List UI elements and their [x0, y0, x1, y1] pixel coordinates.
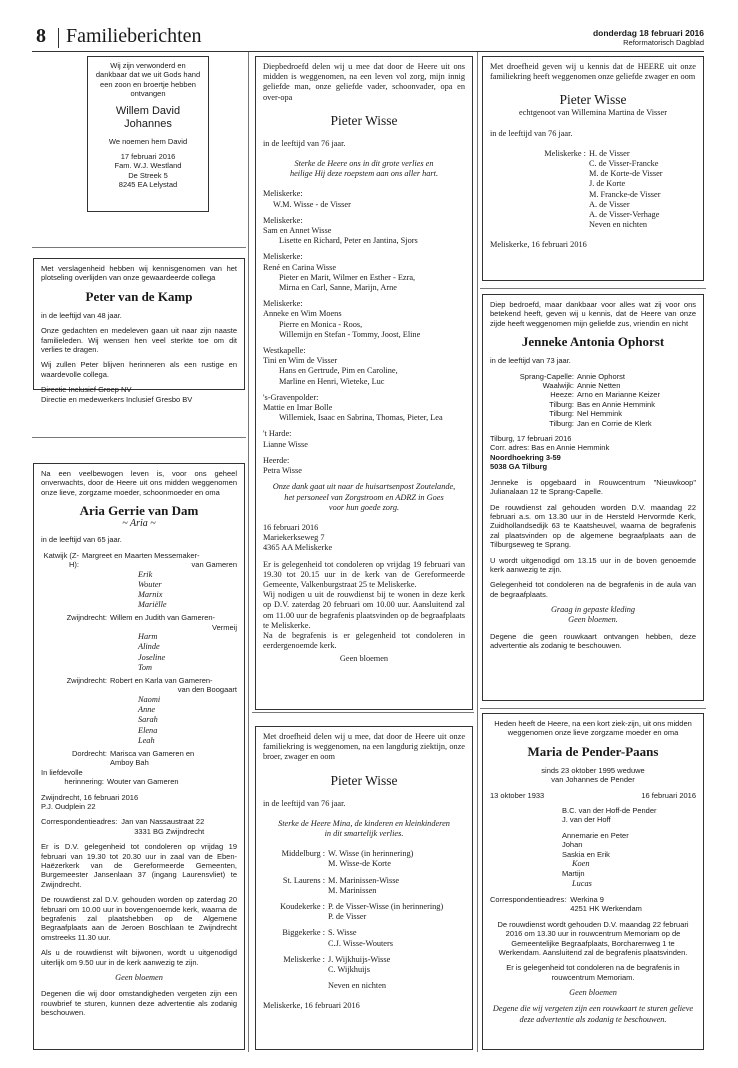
kamp-name: Peter van de Kamp: [85, 288, 193, 304]
wisse1-group-1: Meliskerke: W.M. Wisse - de Visser: [263, 189, 351, 209]
wisse3-age: in de leeftijd van 76 jaar.: [263, 798, 346, 808]
birth-name: Willem David Johannes: [115, 104, 181, 130]
wisse3-row-4: Biggekerke : S. Wisse C.J. Wisse-Wouters: [282, 928, 393, 948]
header-divider: [58, 28, 59, 48]
wisse1-intro: Diepbedroefd delen wij u mee dat door de Heere uit ons midden is weggenomen, na een leven vol zorg, mijn innig geliefde man, onze geliefde vader, schoonvader, opa en over-opa: [263, 62, 465, 102]
kamp-sign2: Directie en medewerkers Inclusief Gresbo BV: [41, 394, 193, 404]
wisse1-group-3: Meliskerke: René en Carina Wisse Pieter en Marit, Wilmer en Esther - Ezra, Mirna en Carl, Sanne, Marijn, Arne: [263, 252, 416, 293]
wisse1-group-6: 's-Gravenpolder: Mattie en Imar Bolle Willemiek, Isaac en Sabrina, Thomas, Pieter, Lea: [263, 392, 443, 423]
wisse1-age: in de leeftijd van 76 jaar.: [263, 138, 346, 148]
dam-p2: De rouwdienst zal D.V. gehouden worden op zaterdag 20 februari om 10.00 uur in bovengenoemde kerk, waarna de begrafenis zal plaatshebben op de Algemene Begraafplaats aan de Jeroen Boschlaan te Zwijndrecht omstreeks 11.30 uur.: [41, 895, 237, 942]
wisse-announcement-2: [482, 56, 704, 281]
pender-born: 13 oktober 1933: [490, 790, 545, 800]
pender-p2: Er is gelegenheid tot condoleren na de begrafenis in rouwcentrum Memoriam.: [506, 963, 680, 982]
section-title: Familieberichten: [66, 25, 202, 47]
dam-memory: In liefdevolle herinnering: Wouter van Gameren: [41, 767, 179, 787]
wisse2-spouse: echtgenoot van Willemina Martina de Visser: [519, 108, 667, 118]
kamp-sign1: Directie Inclusief Groep NV: [41, 385, 132, 395]
wisse1-group-7: 't Harde: Lianne Wisse: [263, 429, 308, 449]
wisse3-row-5: Meliskerke : J. Wijkhuijs-Wisse C. Wijkhuijs: [283, 954, 391, 975]
ophorst-correspondence: Corr. adres: Bas en Annie Hemmink: [490, 443, 610, 453]
wisse1-thanks-1: Onze dank gaat uit naar de huisartsenpost Zoutelande,: [272, 482, 456, 492]
pender-announcement: [482, 713, 704, 1050]
dam-age: in de leeftijd van 65 jaar.: [41, 535, 122, 545]
ophorst-place-date: Tilburg, 17 februari 2016: [490, 434, 572, 444]
dam-address: P.J. Oudplein 22: [41, 801, 96, 811]
column-rule-h5: [480, 708, 706, 709]
kamp-age: in de leeftijd van 48 jaar.: [41, 310, 122, 320]
column-rule-2: [477, 52, 478, 1052]
birth-city: 8245 EA Lelystad: [118, 180, 178, 190]
ophorst-wish-1: Graag in gepaste kleding: [550, 605, 636, 615]
wisse1-no-flowers: Geen bloemen: [339, 654, 389, 664]
ophorst-p3: U wordt uitgenodigd om 13.15 uur in de boven genoemde kerk aanwezig te zijn.: [490, 555, 696, 574]
wisse3-quote2: in dit smartelijk verlies.: [324, 829, 404, 839]
birth-family: Fam. W.J. Westland: [114, 161, 182, 171]
birth-announcement: [87, 56, 209, 212]
wisse3-row-3: Koudekerke : P. de Visser-Wisse (in herinnering) P. de Visser: [280, 902, 444, 922]
wisse3-name: Pieter Wisse: [330, 772, 398, 788]
dam-intro: Na een veelbewogen leven is, voor ons geheel onverwachts, door de Heere uit ons midden weggenomen onze lieve, zorgzame moeder, schoonmoeder en oma: [41, 469, 237, 497]
dam-family-katwijk: Katwijk (Z-H): Margreet en Maarten Messemaker- van Gameren Erik Wouter Marnix Mariëlle: [43, 550, 237, 610]
wisse1-name: Pieter Wisse: [330, 112, 398, 128]
pender-name: Maria de Pender-Paans: [527, 743, 659, 759]
kamp-intro: Met verslagenheid hebben wij kennisgenomen van het plotseling overlijden van onze gewaardeerde collega: [41, 264, 237, 283]
ophorst-street: Noordhoekring 3-59: [490, 452, 561, 462]
dam-name: Aria Gerrie van Dam: [79, 503, 199, 519]
dam-nickname: ~ Aria ~: [122, 518, 156, 530]
wisse-announcement-3: [255, 726, 473, 1050]
wisse2-age: in de leeftijd van 76 jaar.: [490, 128, 573, 138]
wisse1-group-4: Meliskerke: Anneke en Wim Moens Pierre en Monica - Roos, Willemijn en Stefan - Tommy, Joost, Eline: [263, 299, 421, 339]
header-rule: [32, 51, 704, 52]
column-rule-h4: [252, 712, 474, 713]
pender-family: B.C. van der Hoff-de Pender J. van der Hoff Annemarie en Peter Johan Saskia en Erik Koen Martijn Lucas: [562, 806, 657, 888]
wisse1-group-8: Heerde: Petra Wisse: [263, 455, 302, 476]
pender-died: 16 februari 2016: [641, 790, 696, 800]
pender-no-flowers: Geen bloemen: [569, 988, 617, 998]
column-rule-1: [248, 52, 249, 1052]
pender-correspondence: Correspondentieadres: Werkina 9 4251 HK Werkendam: [490, 894, 642, 914]
column-rule-h3: [480, 288, 706, 289]
pender-intro: Heden heeft de Heere, na een kort ziek-zijn, uit ons midden weggenomen onze lieve zorgzame moeder en oma: [494, 719, 692, 738]
wisse1-p2: Wij nodigen u uit de rouwdienst bij te wonen in deze kerk op D.V. zaterdag 20 februari om 10.00 uur. Aansluitend zal om 11.00 uur de begrafenis plaatsvinden op de begraafplaats te Meliskerke.: [263, 590, 465, 630]
ophorst-wish-2: Geen bloemen.: [568, 615, 618, 625]
dam-p3: Als u de rouwdienst wilt bijwonen, wordt u uitgenodigd uiterlijk om 9.50 uur in de kerk aanwezig te zijn.: [41, 948, 237, 967]
kamp-announcement: [33, 258, 245, 404]
ophorst-name: Jenneke Antonia Ophorst: [521, 334, 665, 350]
pender-p1: De rouwdienst wordt gehouden D.V. maandag 22 februari 2016 om 13.30 uur in rouwcentrum Memoriam op de Gemeentelijke Begraafplaats, Borcharenweg 1 te Werkendam. Aansluitend zal de begrafenis plaatsvinden.: [497, 919, 689, 957]
dam-announcement: [33, 463, 245, 1050]
newspaper-name: Reformatorisch Dagblad: [623, 38, 704, 47]
page-number: 8: [36, 25, 46, 47]
ophorst-age: in de leeftijd van 73 jaar.: [490, 356, 571, 366]
ophorst-city: 5038 GA Tilburg: [490, 462, 548, 472]
wisse3-date: Meliskerke, 16 februari 2016: [263, 1001, 360, 1011]
wisse3-row-2: St. Laurens : M. Marinissen-Wisse M. Marinissen: [282, 875, 400, 895]
kamp-p2: Wij zullen Peter blijven herinneren als een rustige en waardevolle collega.: [41, 360, 237, 379]
wisse-announcement-1: [255, 56, 473, 710]
ophorst-family: Sprang-Capelle: Annie Ophorst Waalwijk: Annie Netten Heeze: Arno en Marianne Keizer Tilburg: Bas en Annie Hemmink Tilburg: Nel Hemmink Tilburg: Jan en Corrie de Klerk: [519, 371, 660, 428]
issue-date: donderdag 18 februari 2016: [592, 28, 704, 38]
wisse3-intro: Met droefheid delen wij u mee, dat door de Heere uit onze familiekring is weggenomen, na een langdurig ziektijn, onze broer, zwager en oom: [263, 732, 465, 762]
dam-p4: Degenen die wij door omstandigheden vergeten zijn een rouwbrief te sturen, kunnen deze advertentie als zodanig beschouwen.: [41, 989, 237, 1018]
wisse2-name: Pieter Wisse: [559, 92, 627, 108]
page-header: [32, 25, 704, 50]
wisse1-group-5: Westkapelle: Tini en Wim de Visser Hans en Gertrude, Pim en Caroline, Marline en Henri, Wieteke, Luc: [263, 346, 398, 386]
wisse1-p1: Er is gelegenheid tot condoleren op vrijdag 19 februari van 19.30 tot 20.15 uur in de kerk van de Gereformeerde Gemeente, Valkenburgstraat 25 te Meliskerke.: [263, 559, 465, 589]
wisse3-row-1: Middelburg : W. Wisse (in herinnering) M. Wisse-de Korte: [281, 849, 414, 869]
wisse2-family: Meliskerke : H. de Visser C. de Visser-Francke M. de Korte-de Visser J. de Korte M. Francke-de Visser A. de Visser A. de Visser-Verhage Neven en nichten: [544, 148, 663, 230]
wisse1-quote1: Sterke de Heere ons in dit grote verlies en: [294, 159, 434, 169]
dam-family-zwijndrecht-1: Zwijndrecht: Willem en Judith van Gameren- Vermeij Harm Alinde Joseline Tom: [66, 613, 237, 672]
dam-correspondence: Correspondentieadres: Jan van Nassaustraat 22 3331 BG Zwijndrecht: [41, 817, 205, 836]
wisse2-date: Meliskerke, 16 februari 2016: [490, 240, 587, 250]
ophorst-p1: Jenneke is opgebaard in Rouwcentrum "Nieuwkoop" Julianalaan 12 te Sprang-Capelle.: [490, 477, 696, 497]
wisse3-nephews: Neven en nichten: [328, 981, 387, 991]
wisse1-p3: Na de begrafenis is er gelegenheid tot condoleren in eerdergenoemde kerk.: [263, 630, 465, 651]
wisse1-thanks-3: voor hun goede zorg.: [328, 502, 400, 512]
birth-call-name: We noemen hem David: [108, 136, 188, 146]
column-rule-h1: [32, 247, 246, 248]
ophorst-p4: Gelegenheid tot condoleren na de begrafenis in de aula van de begraafplaats.: [490, 580, 696, 599]
wisse3-quote1: Sterke de Heere Mina, de kinderen en kleinkinderen: [278, 818, 450, 828]
wisse1-quote2: heilige Hij deze roepstem aan ons aller hart.: [289, 169, 439, 179]
birth-date: 17 februari 2016: [120, 152, 176, 162]
dam-no-flowers: Geen bloemen: [115, 973, 163, 983]
ophorst-announcement: [482, 294, 704, 701]
birth-street: De Streek 5: [128, 170, 168, 180]
ophorst-p5: Degene die geen rouwkaart ontvangen hebben, deze advertentie als zodanig te beschouwen.: [490, 631, 696, 650]
wisse2-intro: Met droefheid geven wij u kennis dat de HEERE uit onze familiekring heeft weggenomen onze geliefde zwager en oom: [490, 62, 696, 82]
wisse1-thanks-2: het personeel van Zorgstroom en ADRZ in Goes: [284, 492, 444, 502]
dam-family-dordrecht: Dordrecht: Marisca van Gameren en Amboy Bah: [71, 748, 195, 768]
dam-p1: Er is D.V. gelegenheid tot condoleren op vrijdag 19 februari van 19.30 tot 20.30 uur in zaal van de Eben-Haëzerkerk van de Gereformeerde Gemeenten, Burgemeester Jansenlaan 37 (ingang Laurensvliet) te Zwijndrecht.: [41, 842, 237, 889]
pender-p3: Degene die wij vergeten zijn een rouwkaart te sturen gelieve deze advertentie als zodanig te beschouwen.: [492, 1004, 694, 1024]
column-rule-h2: [32, 437, 246, 438]
pender-dates: [490, 791, 696, 800]
dam-place-date: Zwijndrecht, 16 februari 2016: [41, 792, 139, 802]
ophorst-intro: Diep bedroefd, maar dankbaar voor alles wat zij voor ons betekend heeft, geven wij u kennis, dat de Heere van onze zijde heeft weggenomen mijn geliefde zus, vriendin en nicht: [490, 300, 696, 328]
wisse1-group-2: Meliskerke: Sam en Annet Wisse Lisette en Richard, Peter en Jantina, Sjors: [263, 215, 418, 246]
pender-of: van Johannes de Pender: [551, 775, 635, 785]
wisse1-date: 16 februari 2016: [263, 522, 319, 532]
dam-family-zwijndrecht-2: Zwijndrecht: Robert en Karla van Gameren- van den Boogaart Naomi Anne Sarah Elena Leah: [66, 676, 237, 745]
pender-since: sinds 23 oktober 1995 weduwe: [541, 765, 645, 775]
wisse1-street: Mariekerkseweg 7: [263, 533, 325, 543]
kamp-p1: Onze gedachten en medeleven gaan uit naar zijn naaste familieleden. Wij wensen hen veel sterkte toe om dit verlies te dragen.: [41, 326, 237, 355]
birth-intro: Wij zijn verwonderd en dankbaar dat we uit Gods hand een zoon en broertje hebben ontvangen: [95, 61, 201, 99]
wisse1-city: 4365 AA Meliskerke: [263, 543, 333, 553]
ophorst-p2: De rouwdienst zal gehouden worden D.V. maandag 22 februari a.s. om 13.30 uur in de Hersteld Hervormde Kerk, Zuidhollandsedijk 63 te Kaatsheuvel, waarna de begrafenis zal plaatsvinden op de algemene begraafplaats aan de Tilburgseweg te Sprang.: [490, 502, 696, 550]
